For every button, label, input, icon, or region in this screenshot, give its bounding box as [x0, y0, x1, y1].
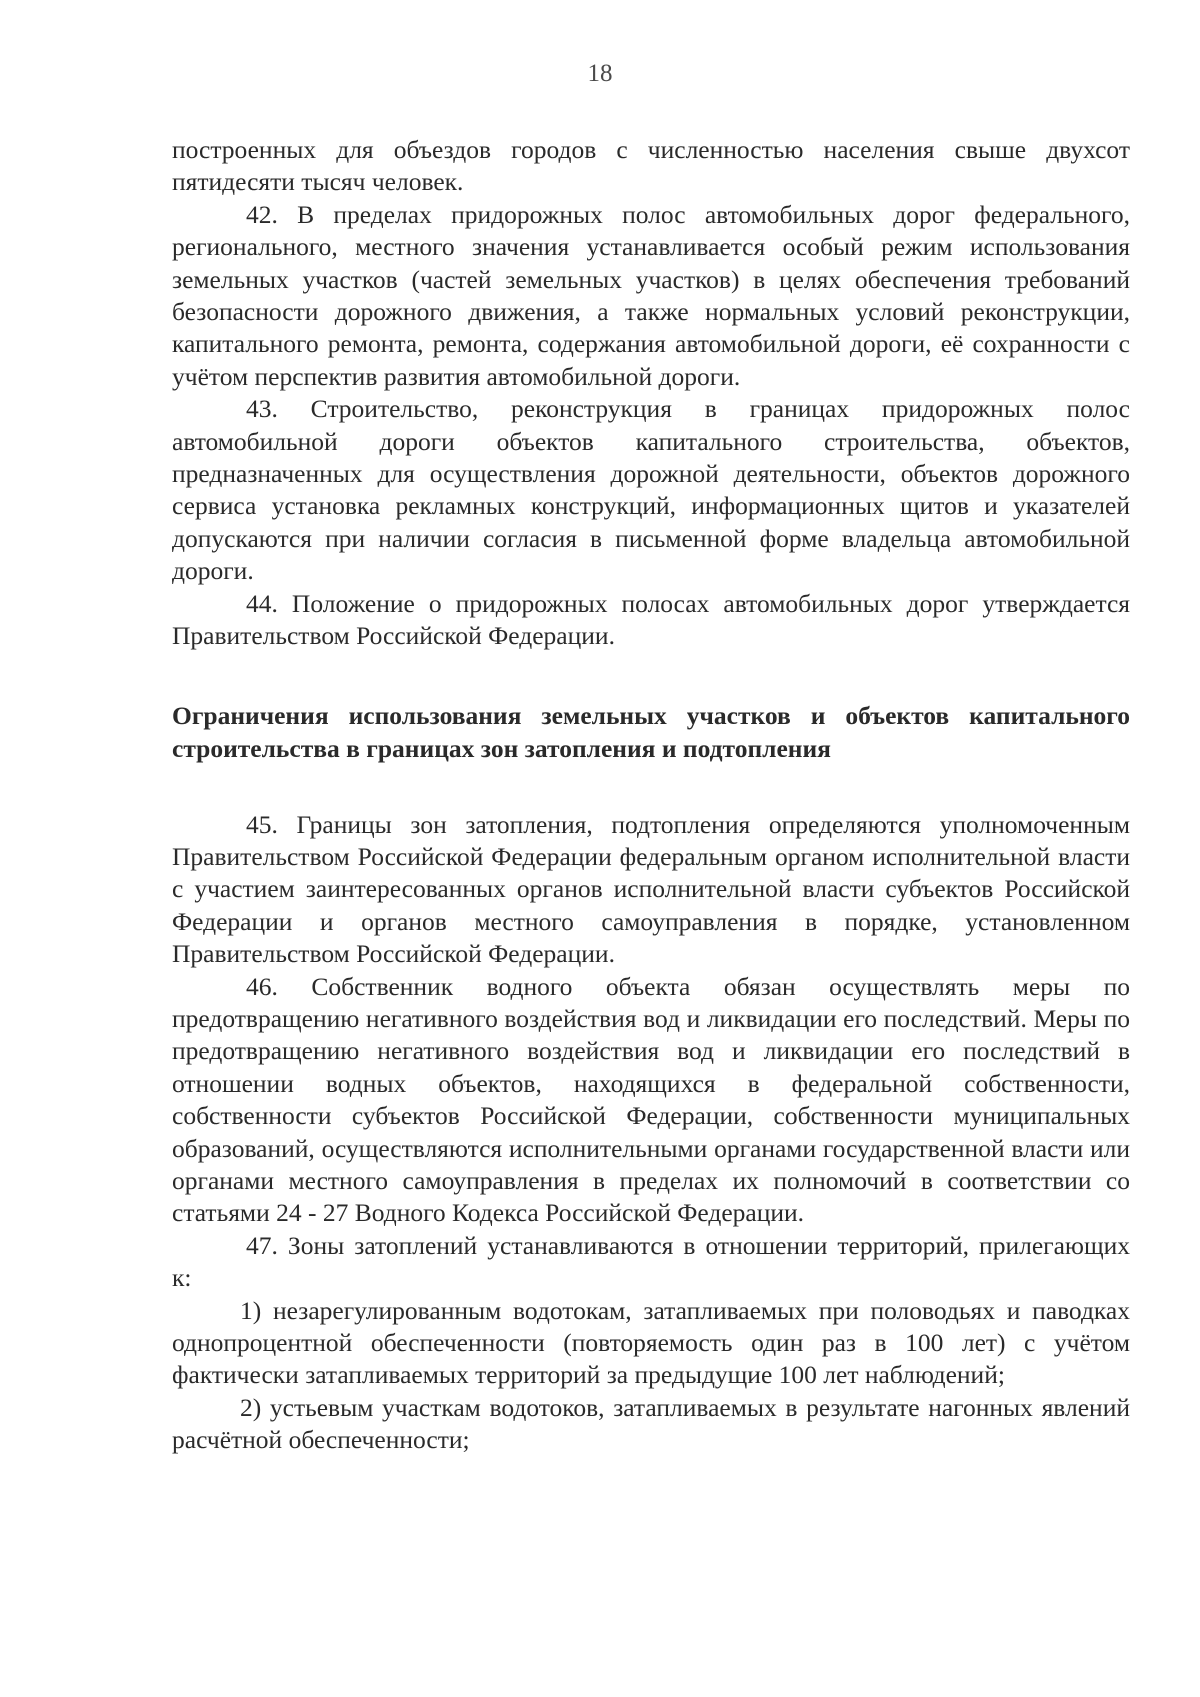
list-item-1: 1) незарегулированным водотокам, затапливаемых при половодьях и паводках однопроцентной обеспеченности (повторяемость один раз в 100 лет) с учётом фактически затапливаемых территорий за предыдущие 100 лет наблюдений; [172, 1295, 1130, 1390]
paragraph-42: 42. В пределах придорожных полос автомобильных дорог федерального, регионального, местного значения устанавливается особый режим использования земельных участков (частей земельных участков) в целях обеспечения требований безопасности дорожного движения, а также нормальных условий реконструкции, капитального ремонта, ремонта, содержания автомобильной дороги, её сохранности с учётом перспектив развития автомобильной дороги. [172, 199, 1130, 391]
paragraph-44: 44. Положение о придорожных полосах автомобильных дорог утверждается Правительством Российской Федерации. [172, 588, 1130, 651]
paragraph-continuation: построенных для объездов городов с численностью населения свыше двухсот пятидесяти тысяч человек. [172, 135, 1130, 197]
list-item-2: 2) устьевым участкам водотоков, затапливаемых в результате нагонных явлений расчётной обеспеченности; [172, 1392, 1130, 1455]
paragraph-47: 47. Зоны затоплений устанавливаются в отношении территорий, прилегающих к: [172, 1230, 1130, 1293]
paragraph-45: 45. Границы зон затопления, подтопления определяются уполномоченным Правительством Российской Федерации федеральным органом исполнительной власти с участием заинтересованных органов исполнительной власти субъектов Российской Федерации и органов местного самоуправления в порядке, установленном Правительством Российской Федерации. [172, 809, 1130, 969]
paragraph-46: 46. Собственник водного объекта обязан осуществлять меры по предотвращению негативного воздействия вод и ликвидации его последствий. Меры по предотвращению негативного воздействия вод и ликвидации его последствий в отношении водных объектов, находящихся в федеральной собственности, собственности субъектов Российской Федерации, собственности муниципальных образований, осуществляются исполнительными органами государственной власти или органами местного самоуправления в пределах их полномочий в соответствии со статьями 24 - 27 Водного Кодекса Российской Федерации. [172, 971, 1130, 1228]
document-body [172, 134, 1130, 1457]
page-number: 18 [587, 60, 613, 87]
section-heading: Ограничения использования земельных участков и объектов капитального строительства в границах зон затопления и подтопления [172, 700, 1130, 763]
paragraph-43: 43. Строительство, реконструкция в границах придорожных полос автомобильной дороги объектов капитального строительства, объектов, предназначенных для осуществления дорожной деятельности, объектов дорожного сервиса установка рекламных конструкций, информационных щитов и указателей допускаются при наличии согласия в письменной форме владельца автомобильной дороги. [172, 394, 1130, 586]
